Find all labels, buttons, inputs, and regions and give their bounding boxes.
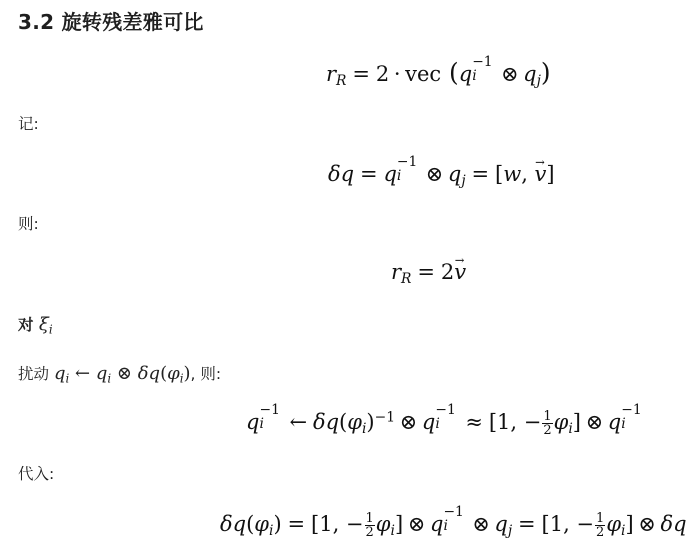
- label-substitute: 代入:: [18, 465, 55, 483]
- equation-inverse-update: q −1 i ← $\delta q(\varphi_i)^{-1}$ ⊗ q −1 i ≈ [1, − $\frac{1}{2}$ $\varphi_i$] ⊗ q −1 i: [246, 401, 642, 438]
- perturb-prefix: 扰动: [18, 365, 50, 383]
- label-then: 则:: [18, 215, 39, 233]
- label-note: 记:: [18, 115, 39, 133]
- label-perturb: 扰动 $q_i$ ← $q_i$ ⊗ $\delta q(\varphi_i)$, 则:: [18, 363, 222, 386]
- equation-residual-vec: $r_R = 2v$ →: [391, 260, 466, 284]
- perturb-suffix: , 则:: [190, 365, 222, 383]
- for-xi-prefix: 对: [18, 316, 34, 334]
- equation-substituted: $\delta q(\varphi_i) = [1$, − $\frac{1}{2}$ $\varphi_i$] ⊗ q −1 i ⊗ $q_j = [1$, − $\frac{1}{2}$ $\varphi_i$] ⊗ δq: [220, 503, 687, 540]
- equation-residual: $r_R = 2$ · vec (q −1 i ⊗ $q_j$): [326, 53, 551, 89]
- equation-delta-q: δq = q −1 i ⊗ $q_j = [w$, v →]: [328, 160, 555, 186]
- label-for-xi: 对 $\xi_i$: [18, 314, 53, 337]
- section-heading: 3.2 旋转残差雅可比: [18, 10, 204, 34]
